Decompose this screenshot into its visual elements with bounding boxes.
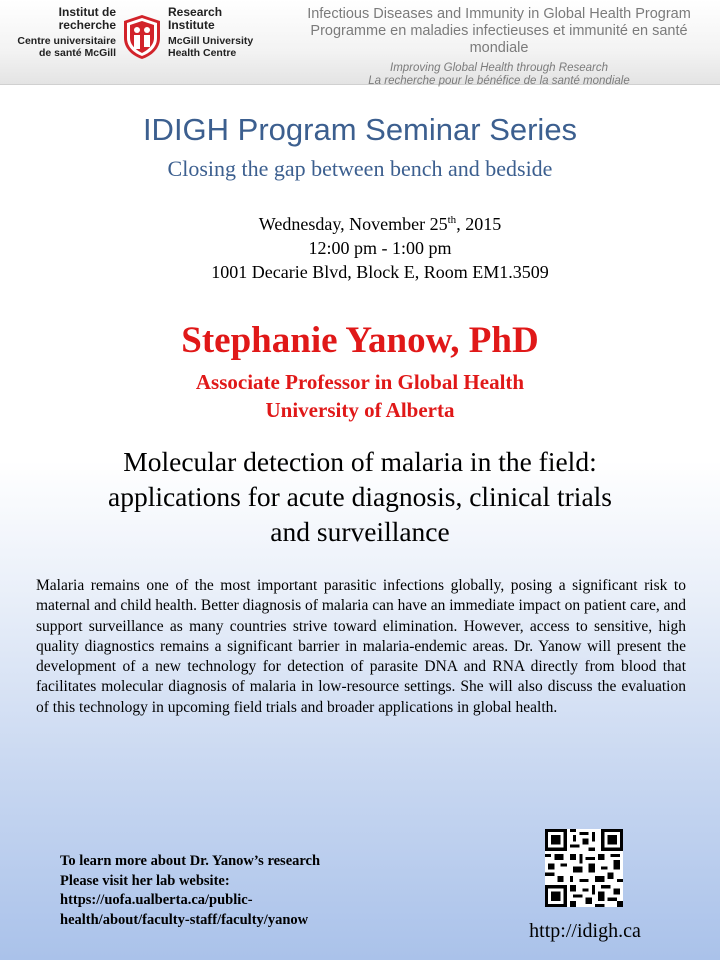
program-names [284,6,714,88]
learn-more-block [60,852,430,930]
talk-title [40,444,680,549]
learn-more-line1: To learn more about Dr. Yanow’s research [60,853,321,869]
event-location: 1001 Decarie Blvd, Block E, Room EM1.3509 [211,262,549,282]
seminar-title: IDIGH Program Seminar Series [142,112,578,147]
institute-en-line1: Research [168,5,223,19]
institute-en-line4: Health Centre [168,47,237,59]
learn-more-line2: Please visit her lab website: [60,872,230,889]
event-date-text: Wednesday, November 25 [258,214,448,234]
qr-code-icon[interactable] [545,829,623,907]
event-date-year: , 2015 [456,214,502,234]
institute-en-line3: McGill University [168,35,254,47]
institute-fr-line4: de santé McGill [38,47,116,59]
institute-name-en [168,6,278,59]
speaker-role [0,368,720,424]
talk-title-line3: and surveillance [270,516,450,547]
event-time: 12:00 pm - 1:00 pm [308,238,452,258]
lab-url-line1[interactable]: https://uofa.ualberta.ca/public- [60,892,253,908]
talk-title-line2: applications for acute diagnosis, clinical trials [107,481,612,512]
program-tagline-en: Improving Global Health through Research [390,62,608,74]
speaker-position: Associate Professor in Global Health [195,370,525,394]
institute-name-fr [8,6,116,59]
talk-abstract: Malaria remains one of the most important parasitic infections globally, posing a significant risk to maternal and child health. Better diagnosis of malaria can have an immediate impact on patient care, and support surveillance as many countries strive toward elimination. However, access to sensitive, high quality diagnostics remains a significant barrier in malaria-endemic areas. Dr. Yanow will present the development of a new technology for detection of parasite DNA and RNA directly from blood that facilitates molecular diagnosis of malaria in low-resource settings. She will also discuss the evaluation of this technology in upcoming field trials and broader applications in global health. [36,577,686,716]
program-website-link[interactable]: http://idigh.ca [529,920,641,942]
lab-url-line2[interactable]: health/about/faculty-staff/faculty/yanow [60,911,309,928]
event-date [150,212,610,236]
program-tagline-fr: La recherche pour le bénéfice de la santé mondiale [368,75,630,87]
event-date-ordinal: th [447,214,457,226]
institute-en-line2: Institute [168,18,215,32]
institute-fr-line3: Centre universitaire [17,35,116,47]
speaker-name: Stephanie Yanow, PhD [181,320,539,361]
program-name-fr: Programme en maladies infectieuses et immunité en santé mondiale [310,23,688,56]
event-details [150,212,610,284]
institute-fr-line2: recherche [58,18,116,32]
talk-title-line1: Molecular detection of malaria in the field: [123,446,597,477]
rimuhc-logo-icon [122,14,162,60]
program-name-en: Infectious Diseases and Immunity in Global Health Program [307,6,691,22]
institute-fr-line1: Institut de [58,5,116,19]
seminar-subtitle: Closing the gap between bench and bedside [167,156,553,181]
header-banner [0,0,720,85]
speaker-affiliation: University of Alberta [265,398,455,422]
lab-website-link[interactable] [60,891,430,930]
